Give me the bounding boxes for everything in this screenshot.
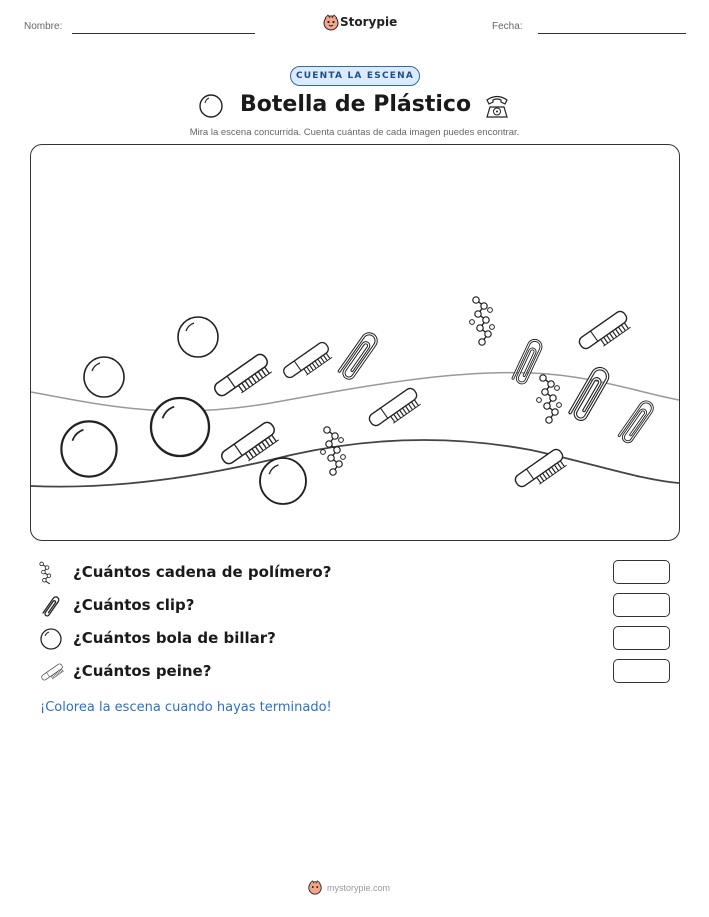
scene-billiard-ball — [61, 421, 116, 476]
question-billiard-ball: ¿Cuántos bola de billar? — [73, 629, 276, 647]
date-line[interactable] — [538, 33, 686, 34]
polymer-chain-icon — [38, 561, 58, 585]
scene-paperclip — [339, 331, 379, 380]
scene-frame — [30, 144, 680, 541]
scene-polymer-chain — [537, 375, 562, 423]
activity-badge: CUENTA LA ESCENA — [290, 66, 420, 86]
telephone-icon — [482, 91, 512, 121]
answer-box-polymer-chain[interactable] — [613, 560, 670, 584]
question-paperclip: ¿Cuántos clip? — [73, 596, 195, 614]
scene-billiard-ball — [260, 458, 306, 504]
storypie-logo — [322, 13, 342, 31]
storypie-footer-logo — [307, 879, 323, 895]
scene-billiard-ball — [151, 398, 209, 456]
scene-polymer-chain — [470, 297, 495, 345]
scene-billiard-ball — [84, 357, 124, 397]
color-instruction: ¡Colorea la escena cuando hayas terminado! — [40, 700, 332, 715]
name-label: Nombre: — [24, 21, 63, 32]
date-label: Fecha: — [492, 21, 523, 32]
scene-billiard-ball — [178, 317, 218, 357]
answer-box-billiard-ball[interactable] — [613, 626, 670, 650]
scene-polymer-chain — [321, 427, 346, 475]
scene-comb — [513, 447, 569, 494]
scene-illustration — [31, 145, 679, 540]
billiard-ball-icon — [39, 627, 63, 651]
question-polymer-chain: ¿Cuántos cadena de polímero? — [73, 563, 332, 581]
scene-comb — [212, 352, 274, 404]
comb-icon — [38, 660, 66, 684]
billiard-ball-icon — [198, 93, 224, 119]
answer-box-paperclip[interactable] — [613, 593, 670, 617]
name-line[interactable] — [72, 33, 255, 34]
scene-paperclip — [570, 366, 611, 421]
scene-comb — [577, 309, 633, 356]
footer-site[interactable]: mystorypie.com — [327, 883, 391, 893]
scene-comb — [367, 386, 423, 433]
answer-box-comb[interactable] — [613, 659, 670, 683]
scene-paperclip — [513, 338, 543, 384]
paperclip-icon — [40, 594, 62, 618]
page-title: Botella de Plástico — [240, 92, 472, 117]
instructions: Mira la escena concurrida. Cuenta cuántas de cada imagen puedes encontrar. — [189, 127, 520, 138]
scene-comb — [282, 340, 335, 385]
scene-paperclip — [619, 399, 655, 443]
question-comb: ¿Cuántos peine? — [73, 662, 212, 680]
brand-name: Storypie — [340, 15, 398, 29]
